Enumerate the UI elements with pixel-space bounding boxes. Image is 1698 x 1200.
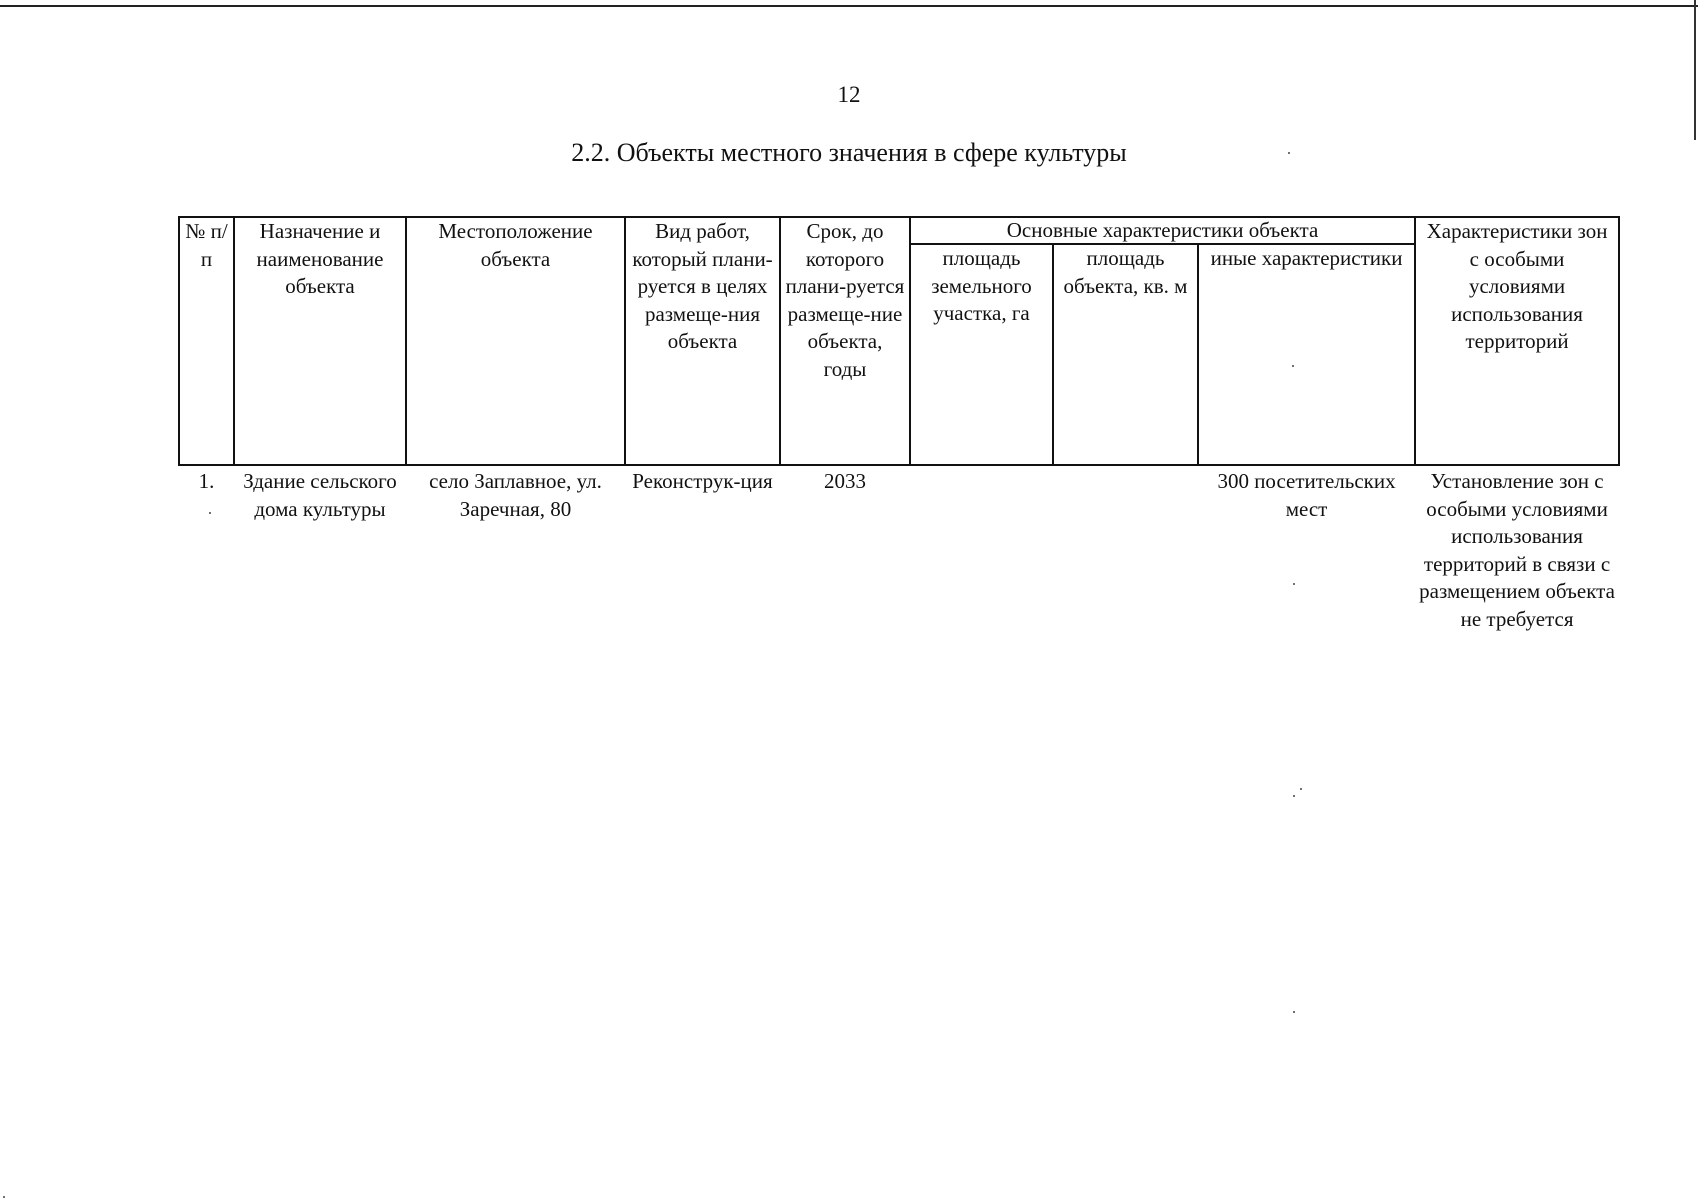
cell-other: 300 посетительских мест bbox=[1217, 469, 1396, 521]
header-work-type: Вид работ, который плани-руется в целях размеще-ния объекта bbox=[625, 217, 780, 465]
header-object-area: площадь объекта, кв. м bbox=[1053, 244, 1198, 465]
cell-deadline: 2033 bbox=[824, 469, 866, 493]
table-body bbox=[179, 465, 1619, 633]
header-location: Местоположение объекта bbox=[406, 217, 625, 465]
page-number: 12 bbox=[837, 82, 861, 107]
header-num: № п/п bbox=[179, 217, 234, 465]
header-other: иные характеристики bbox=[1198, 244, 1415, 465]
scan-top-edge-line bbox=[0, 5, 1698, 7]
cell-object-area bbox=[1053, 465, 1198, 633]
culture-objects-table bbox=[178, 216, 1620, 633]
page-title: 2.2. Объекты местного значения в сфере культуры bbox=[571, 138, 1127, 167]
header-land-area: площадь земельного участка, га bbox=[910, 244, 1053, 465]
cell-zones: Установление зон с особыми условиями использования территорий в связи с размещением объекта не требуется bbox=[1419, 469, 1615, 631]
cell-location: село Заплавное, ул. Заречная, 80 bbox=[429, 469, 602, 521]
header-main-characteristics: Основные характеристики объекта bbox=[910, 217, 1415, 244]
header-zones: Характеристики зон с особыми условиями использования территорий bbox=[1415, 217, 1619, 465]
cell-name: Здание сельского дома культуры bbox=[243, 469, 397, 521]
scan-speck bbox=[1288, 152, 1290, 154]
cell-num: 1. bbox=[198, 469, 215, 493]
header-name: Назначение и наименование объекта bbox=[234, 217, 406, 465]
scan-speck bbox=[1293, 795, 1295, 797]
scan-speck bbox=[3, 1196, 5, 1198]
header-deadline: Срок, до которого плани-руется размеще-ние объекта, годы bbox=[780, 217, 910, 465]
scan-speck bbox=[1293, 1011, 1295, 1013]
scan-right-edge-line bbox=[1694, 0, 1696, 140]
scan-speck bbox=[1293, 583, 1295, 585]
scan-speck bbox=[209, 512, 211, 514]
table-header bbox=[179, 217, 1619, 465]
scan-speck bbox=[1292, 365, 1294, 367]
scan-speck bbox=[1300, 788, 1302, 790]
table-row bbox=[179, 465, 1619, 633]
cell-work-type: Реконструк-ция bbox=[632, 469, 773, 493]
cell-land-area bbox=[910, 465, 1053, 633]
table-header-row bbox=[179, 217, 1619, 244]
